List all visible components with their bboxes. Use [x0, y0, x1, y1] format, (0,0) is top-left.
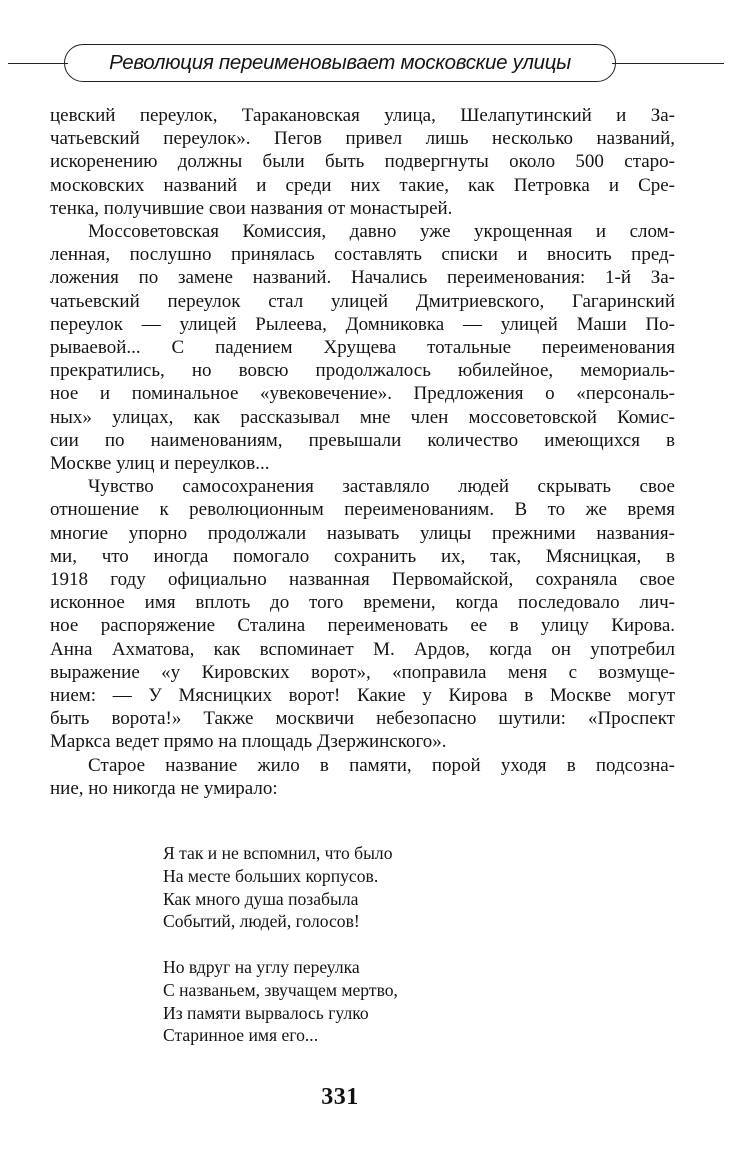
- poem-line: Событий, людей, голосов!: [163, 911, 360, 932]
- text-line: чатьевский переулок». Пегов привел лишь несколько названий,: [50, 128, 675, 150]
- poem-line: Как много душа позабыла: [163, 888, 359, 909]
- text-line: 1918 году официально названная Первомайской, сохраняла свое: [50, 569, 675, 591]
- text-line: Москве улиц и переулков...: [50, 453, 270, 475]
- text-line: ное распоряжение Сталина переименовать ее в улицу Кирова.: [50, 615, 675, 637]
- text-line: тенка, получившие свои названия от монастырей.: [50, 197, 453, 219]
- text-line: сии по наименованиям, превышали количество имеющихся в: [50, 429, 675, 451]
- paragraph: [50, 475, 675, 753]
- text-line: прекратились, но вовсю продолжалось юбилейное, мемориаль-: [50, 360, 675, 382]
- body-text: [50, 104, 675, 800]
- text-line: московских названий и среди них такие, как Петровка и Сре-: [50, 174, 675, 196]
- poem-stanza: [163, 842, 523, 933]
- poem-line: Старинное имя его...: [163, 1025, 319, 1046]
- text-line: Анна Ахматова, как вспоминает М. Ардов, когда он употребил: [50, 638, 675, 660]
- text-line: ное и поминальное «увековечение». Предложения о «персональ-: [50, 383, 675, 405]
- text-line: Моссоветовская Комиссия, давно уже укрощенная и слом-: [88, 221, 675, 243]
- poem-quotation: [163, 842, 523, 1070]
- poem-line: Из памяти вырвалось гулко: [163, 1002, 369, 1023]
- text-line: ми, что иногда помогало сохранить их, так, Мясницкая, в: [50, 545, 675, 567]
- text-line: переулок — улицей Рылеева, Домниковка — улицей Маши По-: [50, 313, 675, 335]
- text-line: исконное имя вплоть до того времени, когда последовало лич-: [50, 592, 675, 614]
- running-header-title: Революция переименовывает московские улицы: [109, 51, 571, 74]
- text-line: искоренению должны были быть подвергнуты около 500 старо-: [50, 151, 675, 173]
- text-line: многие упорно продолжали называть улицы прежними названия-: [50, 522, 675, 544]
- text-line: ных» улицах, как рассказывал мне член моссоветовской Комис-: [50, 406, 675, 428]
- text-line: ленная, послушно принялась составлять списки и вносить пред-: [50, 244, 675, 266]
- text-line: Чувство самосохранения заставляло людей скрывать свое: [88, 476, 675, 498]
- paragraph: [50, 104, 675, 220]
- running-header-frame: [64, 44, 616, 82]
- paragraph: [50, 220, 675, 475]
- text-line: ложения по замене названий. Начались переименования: 1-й За-: [50, 267, 675, 289]
- text-line: выражение «у Кировских ворот», «поправила меня с возмуще-: [50, 661, 675, 683]
- text-line: цевский переулок, Таракановская улица, Шелапутинский и За-: [50, 105, 675, 126]
- text-line: отношение к революционным переименованиям. В то же время: [50, 499, 675, 521]
- text-line: быть ворота!» Также москвичи небезопасно шутили: «Проспект: [50, 708, 675, 730]
- poem-line: Я так и не вспомнил, что было: [163, 843, 393, 863]
- running-header-rule-right: [612, 63, 724, 64]
- text-line: Маркса ведет прямо на площадь Дзержинского».: [50, 731, 447, 753]
- running-header-rule-left: [8, 63, 68, 64]
- page-number: 331: [321, 1084, 359, 1110]
- text-line: ние, но никогда не умирало:: [50, 777, 278, 799]
- text-line: Старое название жило в памяти, порой уходя в подсозна-: [88, 754, 675, 776]
- text-line: нием: — У Мясницких ворот! Какие у Кирова в Москве могут: [50, 685, 675, 707]
- poem-stanza: [163, 956, 523, 1047]
- poem-line: На месте больших корпусов.: [163, 865, 379, 886]
- text-line: чатьевский переулок стал улицей Дмитриевского, Гагаринский: [50, 290, 675, 312]
- poem-line: Но вдруг на углу переулка: [163, 956, 360, 977]
- paragraph: [50, 754, 675, 800]
- text-line: рываевой... С падением Хрущева тотальные переименования: [50, 337, 675, 359]
- poem-line: С названьем, звучащем мертво,: [163, 979, 398, 1000]
